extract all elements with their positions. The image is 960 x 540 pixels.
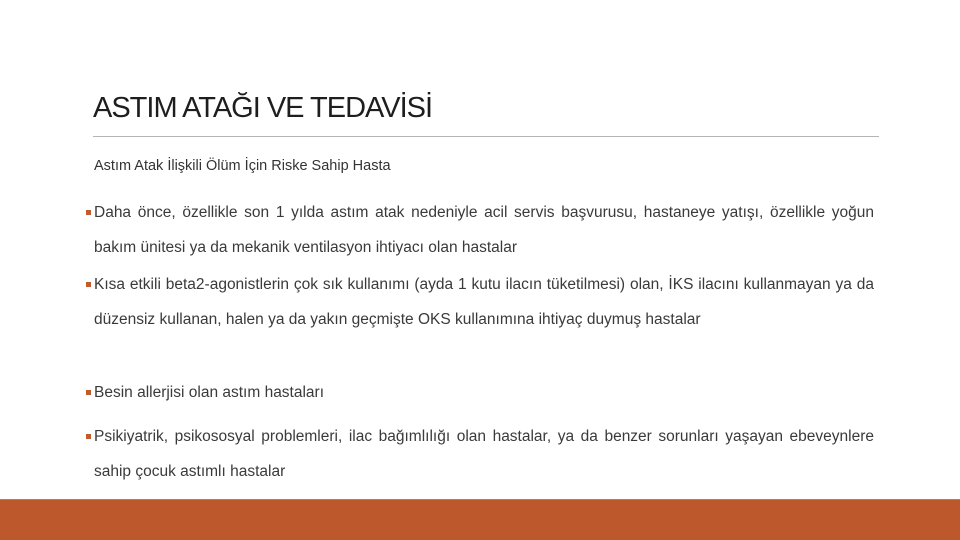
title-divider [93, 136, 879, 137]
bullet-item [86, 420, 874, 489]
bullet-square-icon [86, 210, 91, 215]
footer-accent-bar [0, 500, 960, 540]
bullet-text: Psikiyatrik, psikososyal problemleri, ilac bağımlılığı olan hastalar, ya da benzer sorunları yaşayan ebeveynlere sahip çocuk astımlı hastalar [94, 428, 874, 480]
bullet-square-icon [86, 434, 91, 439]
bullet-item [86, 376, 874, 410]
bullet-text: Kısa etkili beta2-agonistlerin çok sık kullanımı (ayda 1 kutu ilacın tüketilmesi) olan, İKS ilacını kullanmayan ya da düzensiz kullanan, halen ya da yakın geçmişte OKS kullanımına ihtiyaç duymuş hastalar [94, 276, 874, 328]
bullet-text: Daha önce, özellikle son 1 yılda astım atak nedeniyle acil servis başvurusu, hastaneye yatışı, özellikle yoğun bakım ünitesi ya da mekanik ventilasyon ihtiyacı olan hastalar [94, 204, 874, 256]
slide-subtitle: Astım Atak İlişkili Ölüm İçin Riske Sahip Hasta [94, 158, 391, 174]
bullet-square-icon [86, 390, 91, 395]
bullet-list [86, 196, 874, 489]
slide-title: ASTIM ATAĞI VE TEDAVİSİ [93, 92, 433, 124]
bullet-item [86, 196, 874, 265]
bullet-item [86, 268, 874, 372]
bullet-text: Besin allerjisi olan astım hastaları [94, 384, 325, 401]
bullet-square-icon [86, 282, 91, 287]
